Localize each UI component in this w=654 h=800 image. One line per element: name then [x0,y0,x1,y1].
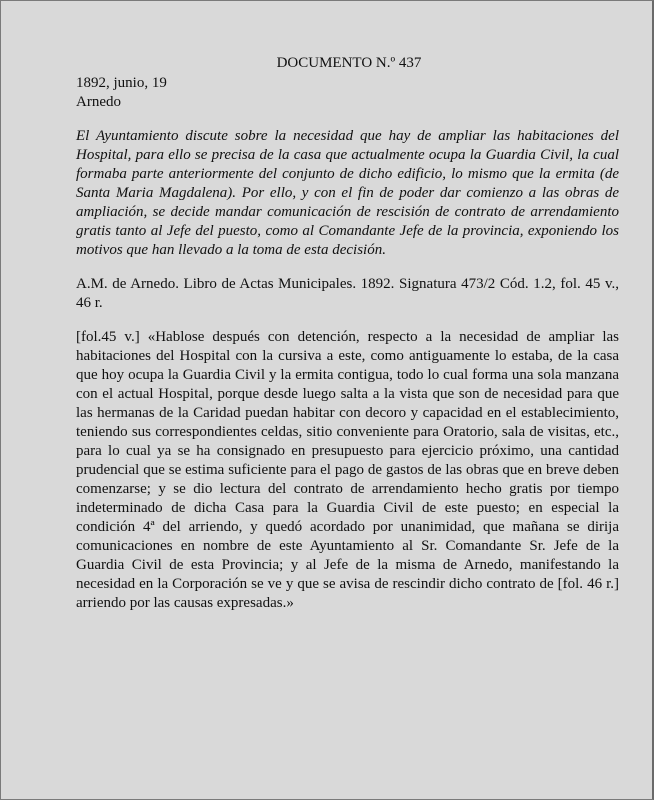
document-number-heading: DOCUMENTO N.º 437 [276,55,422,71]
document-body [76,74,619,613]
document-place: Arnedo [76,94,121,110]
document-summary: El Ayuntamiento discute sobre la necesidad que hay de ampliar las habitaciones del Hospital, para ello se precisa de la casa que actualmente ocupa la Guardia Civil, la cual formaba parte anteriormente del conjunto de dicho edificio, lo mismo que la ermita (de Santa Maria Magdalena). Por ello, y con el fin de poder dar comienzo a las obras de ampliación, se decide mandar comunicación de rescisión de contrato de arrendamiento gratis tanto al Jefe del puesto, como al Comandante Jefe de la provincia, exponiendo los motivos que han llevado a la toma de esta decisión. [76,128,619,258]
archival-source-reference: A.M. de Arnedo. Libro de Actas Municipales. 1892. Signatura 473/2 Cód. 1.2, fol. 45 v., 46 r. [76,276,619,311]
document-date: 1892, junio, 19 [76,75,167,91]
document-transcription: [fol.45 v.] «Hablose después con detención, respecto a la necesidad de ampliar las habitaciones del Hospital con la cursiva a este, como antiguamente lo estaba, de la casa que hoy ocupa la Guardia Civil y la ermita contigua, todo lo cual forma una sola manzana con el actual Hospital, porque desde luego salta a la vista que son de necesidad para que las hermanas de la Caridad puedan habitar con decoro y capacidad en el establecimiento, teniendo sus correspondientes celdas, sitio conveniente para Oratorio, sala de visitas, etc., para lo cual ya se ha consignado en presupuesto para ejercicio próximo, una cantidad prudencial que se estima suficiente para el pago de gastos de las obras que en breve deben comenzarse; y se dio lectura del contrato de arrendamiento hecho gratis por tiempo indeterminado de dicha Casa para la Guardia Civil de este puesto; en especial la condición 4ª del arriendo, y quedó acordado por unanimidad, que mañana se dirija comunicaciones en nombre de este Ayuntamiento al Sr. Comandante Sr. Jefe de la Guardia Civil de esta Provincia; y al Jefe de la misma de Arnedo, manifestando la necesidad en la Corporación se ve y que se avisa de rescindir dicho contrato de [fol. 46 r.] arriendo por las causas expresadas.» [76,329,619,611]
